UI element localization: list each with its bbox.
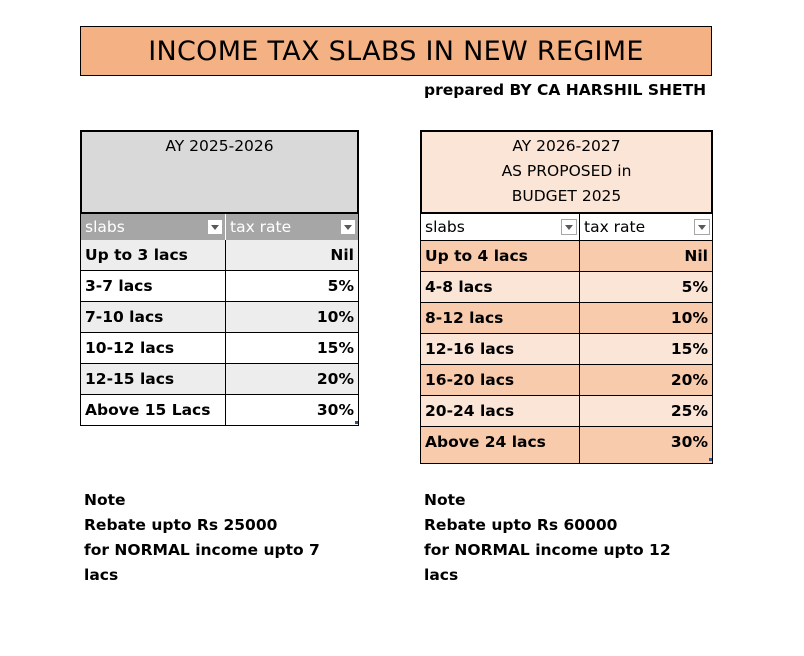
left-header-row xyxy=(80,214,359,240)
left-col-rate xyxy=(226,214,358,240)
slab-cell: 10-12 lacs xyxy=(81,333,226,363)
left-heading-line: AY 2025-2026 xyxy=(165,137,274,155)
left-table-body xyxy=(80,240,359,426)
table-resize-handle[interactable] xyxy=(709,458,712,461)
right-col-rate xyxy=(580,214,712,240)
table-row xyxy=(80,302,359,333)
note-line: lacs xyxy=(424,566,459,584)
filter-dropdown-icon[interactable] xyxy=(340,219,356,235)
note-label: Note xyxy=(84,491,126,509)
slab-cell: Up to 3 lacs xyxy=(81,240,226,270)
right-col-slabs-label: slabs xyxy=(425,218,465,236)
rate-cell: 20% xyxy=(670,371,708,389)
slab-cell: 4-8 lacs xyxy=(421,272,580,302)
slab-cell: 3-7 lacs xyxy=(81,271,226,301)
rate-cell: Nil xyxy=(330,246,354,264)
right-heading-line: AS PROPOSED in xyxy=(501,162,632,180)
note-line: Rebate upto Rs 60000 xyxy=(424,516,618,534)
left-table-heading xyxy=(80,130,359,214)
slab-cell: 16-20 lacs xyxy=(421,365,580,395)
table-row xyxy=(420,427,713,464)
right-col-slabs xyxy=(421,214,580,240)
rate-cell: Nil xyxy=(684,247,708,265)
right-note xyxy=(424,488,694,588)
right-header-row xyxy=(420,214,713,241)
left-col-rate-label: tax rate xyxy=(230,218,292,236)
rate-cell: 30% xyxy=(670,433,708,451)
table-row xyxy=(420,241,713,272)
rate-cell: 15% xyxy=(316,339,354,357)
table-row xyxy=(80,395,359,426)
table-row xyxy=(80,333,359,364)
table-row xyxy=(420,365,713,396)
filter-dropdown-icon[interactable] xyxy=(694,219,710,235)
right-table-body xyxy=(420,241,713,464)
rate-cell: 15% xyxy=(670,340,708,358)
table-row xyxy=(80,240,359,271)
rate-cell: 20% xyxy=(316,370,354,388)
rate-cell: 10% xyxy=(670,309,708,327)
rate-cell: 5% xyxy=(681,278,708,296)
right-table-heading xyxy=(420,130,713,214)
table-resize-handle[interactable] xyxy=(355,421,358,424)
page-title xyxy=(80,26,712,76)
slab-cell: 8-12 lacs xyxy=(421,303,580,333)
right-heading-line: BUDGET 2025 xyxy=(511,187,622,205)
slab-cell: Up to 4 lacs xyxy=(421,241,580,271)
note-label: Note xyxy=(424,491,466,509)
rate-cell: 10% xyxy=(316,308,354,326)
table-row xyxy=(420,396,713,427)
slab-cell: Above 15 Lacs xyxy=(81,395,226,425)
slab-cell: 12-16 lacs xyxy=(421,334,580,364)
rate-cell: 30% xyxy=(316,401,354,419)
left-tax-table xyxy=(80,130,359,426)
prepared-by: prepared BY CA HARSHIL SHETH xyxy=(424,81,707,99)
left-col-slabs-label: slabs xyxy=(85,218,125,236)
table-row xyxy=(80,271,359,302)
left-col-slabs xyxy=(81,214,226,240)
right-col-rate-label: tax rate xyxy=(584,218,646,236)
note-line: Rebate upto Rs 25000 xyxy=(84,516,278,534)
slab-cell: 7-10 lacs xyxy=(81,302,226,332)
rate-cell: 5% xyxy=(327,277,354,295)
note-line: lacs xyxy=(84,566,119,584)
table-row xyxy=(420,272,713,303)
table-row xyxy=(420,334,713,365)
note-line: for NORMAL income upto 12 xyxy=(424,541,671,559)
note-line: for NORMAL income upto 7 xyxy=(84,541,320,559)
slab-cell: 20-24 lacs xyxy=(421,396,580,426)
table-row xyxy=(420,303,713,334)
filter-dropdown-icon[interactable] xyxy=(207,219,223,235)
filter-dropdown-icon[interactable] xyxy=(561,219,577,235)
slab-cell: Above 24 lacs xyxy=(421,427,580,463)
right-tax-table xyxy=(420,130,713,464)
slab-cell: 12-15 lacs xyxy=(81,364,226,394)
right-heading-line: AY 2026-2027 xyxy=(512,137,621,155)
page-title-text: INCOME TAX SLABS IN NEW REGIME xyxy=(148,35,644,67)
left-note xyxy=(84,488,344,588)
rate-cell: 25% xyxy=(670,402,708,420)
table-row xyxy=(80,364,359,395)
